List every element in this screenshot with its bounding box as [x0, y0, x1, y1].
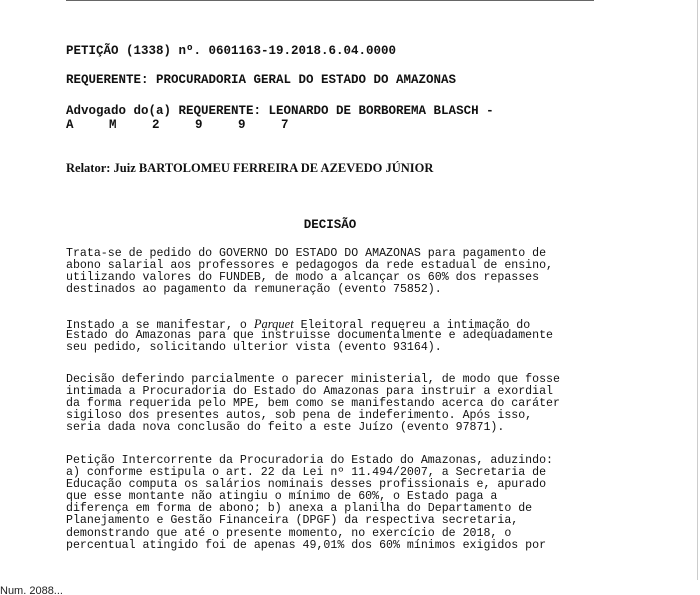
peticao-number: PETIÇÃO (1338) nº. 0601163-19.2018.6.04.0000 — [66, 44, 397, 58]
page-top-border — [66, 0, 594, 1]
text-line: que esse montante não atingiu o mínimo de 60%, o Estado paga a — [66, 490, 498, 504]
text-line: Planejamento e Gestão Financeira (DPGF) da respectiva secretaria, — [66, 514, 519, 528]
section-title — [0, 218, 660, 232]
text-line: demonstrando que até o presente momento, no exercício de 2018, o — [66, 526, 512, 540]
text-line: Educação computa os salários nominais desses profissionais e, apurado — [66, 478, 547, 492]
text-line: da forma requerida pelo MPE, bem como se manifestando acerca do caráter — [66, 397, 560, 411]
text-fragment: Eleitoral requereu a intimação do — [293, 319, 531, 332]
page-footer-fragment: Num. 2088... — [0, 585, 63, 595]
text-line: Petição Intercorrente da Procuradoria do Estado do Amazonas, aduzindo: — [66, 454, 554, 467]
advogado-oab: A M 2 9 9 7 — [66, 118, 303, 132]
text-line: a) conforme estipula o art. 22 da Lei nº 11.494/2007, a Secretaria de — [66, 466, 547, 480]
relator-line: Relator: Juiz BARTOLOMEU FERREIRA DE AZEVEDO JÚNIOR — [66, 161, 434, 175]
text-line: seria dada nova conclusão do feito a este Juízo (evento 97871). — [66, 421, 505, 435]
requerente-line: REQUERENTE: PROCURADORIA GERAL DO ESTADO DO AMAZONAS — [66, 73, 457, 87]
text-line: destinados ao pagamento da remuneração (evento 75852). — [66, 283, 442, 297]
text-line: percentual atingido foi de apenas 49,01% dos 60% mínimos exigidos por — [66, 538, 547, 552]
paragraph-3 — [66, 374, 594, 434]
text-line: Trata-se de pedido do GOVERNO DO ESTADO DO AMAZONAS para pagamento de — [66, 247, 547, 260]
section-title-text: DECISÃO — [303, 218, 357, 232]
page-right-edge — [697, 0, 698, 580]
text-line: sigiloso dos presentes autos, sob pena de indeferimento. Após isso, — [66, 409, 533, 423]
text-line: Estado do Amazonas para que instruisse documentalmente e adequadamente — [66, 329, 554, 343]
text-line: Decisão deferindo parcialmente o parecer ministerial, de modo que fosse — [66, 373, 560, 386]
text-line: abono salarial aos professores e pedagogos da rede estadual de ensino, — [66, 259, 554, 273]
text-line: intimada a Procuradoria do Estado do Amazonas para instruir a exordial — [66, 385, 554, 399]
paragraph-4 — [66, 455, 594, 552]
italic-term: Parquet — [253, 317, 294, 331]
advogado-line: Advogado do(a) REQUERENTE: LEONARDO DE BORBOREMA BLASCH - — [66, 104, 494, 118]
text-line: utilizando valores do FUNDEB, de modo a alcançar os 60% dos repasses — [66, 271, 540, 285]
paragraph-2 — [66, 318, 594, 354]
text-line: diferença em forma de abono; b) anexa a planilha do Departamento de — [66, 502, 533, 516]
text-line: seu pedido, solicitando ulterior vista (evento 93164). — [66, 341, 442, 355]
text-fragment: Instado a se manifestar, o — [66, 319, 254, 332]
paragraph-1 — [66, 248, 594, 296]
